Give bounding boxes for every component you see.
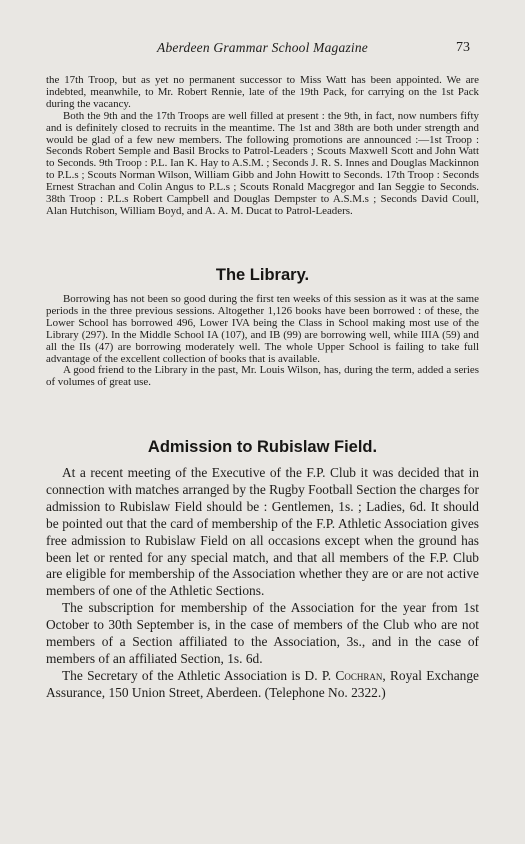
scouts-paragraph-1: the 17th Troop, but as yet no permanent successor to Miss Watt has been appointed. We are indebted, meanwhile, to Mr. Robert Rennie, late of the 19th Pack, for carrying on the 1st Pack during the vacancy. <box>46 74 479 110</box>
library-paragraph-2: A good friend to the Library in the past, Mr. Louis Wilson, has, during the term, added a series of volumes of great use. <box>46 364 479 389</box>
page-number: 73 <box>456 40 470 55</box>
library-section <box>46 294 479 389</box>
rubislaw-heading: Admission to Rubislaw Field. <box>147 438 378 456</box>
rubislaw-paragraph-1: At a recent meeting of the Executive of the F.P. Club it was decided that in connection with matches arranged by the Rugby Football Section the charges for admission to Rubislaw Field should be : Gentlemen, 1s. ; Ladies, 6d. It should be pointed out that the card of membership of the F.P. Athletic Association gives free admission to Rubislaw Field on all occasions except when the ground has been let or rented for any special match, and that all members of the F.P. Club are eligible for membership of the Association whether they are or are not active members of one of the Athletic Sections. <box>46 465 479 599</box>
rubislaw-paragraph-3 <box>46 668 479 702</box>
scouts-section <box>46 75 479 218</box>
secretary-name: Cochran <box>335 667 383 683</box>
secretary-intro: The Secretary of the Athletic Association is D. P. <box>62 667 336 683</box>
scouts-paragraph-2: Both the 9th and the 17th Troops are well filled at present : the 9th, in fact, now numbers fifty and is definitely closed to recruits in the meantime. The 1st and 38th are both under strength and would be glad of a few new members. The following promotions are announced :—1st Troop : Seconds Robert Semple and Basil Brocks to Patrol-Leaders ; Scouts Maxwell Scott and John Watt to Seconds. 9th Troop : P.L. Ian K. Hay to A.S.M. ; Seconds J. R. S. Innes and Douglas Mackinnon to P.L.s ; Scouts Norman Wilson, William Gibb and John Howitt to Seconds. 17th Troop : Seconds Ernest Strachan and Colin Angus to P.L.s ; Scouts Ronald Macgregor and Ian Seggie to Seconds. 38th Troop : P.L.s Robert Campbell and Douglas Dempster to A.S.M.s ; Seconds David Coull, Alan Hutchison, William Boyd, and A. A. M. Ducat to Patrol-Leaders. <box>46 109 479 217</box>
rubislaw-section <box>46 465 479 702</box>
running-title: Aberdeen Grammar School Magazine <box>157 40 368 55</box>
running-head <box>0 40 525 60</box>
library-heading: The Library. <box>215 266 310 284</box>
library-paragraph-1: Borrowing has not been so good during the first ten weeks of this session as it was at the same periods in the three previous sessions. Altogether 1,126 books have been borrowed : of these, the Lower School has borrowed 496, Lower IVA being the Class in School making most use of the Library (297). In the Middle School IA (107), and IB (99) are borrowing well, while IIIA (59) and all the IIs (47) are borrowing moderately well. The whole Upper School is failing to take full advantage of the excellent collection of books that is available. <box>46 293 479 365</box>
secretary-address: , Royal Exchange Assurance, 150 Union Street, Aberdeen. (Telephone No. 2322.) <box>46 667 479 700</box>
rubislaw-paragraph-2: The subscription for membership of the Association for the year from 1st October to 30th September is, in the case of members of the Club who are not members of a Section affiliated to the Association, 3s., and in the case of members of an affiliated Section, 1s. 6d. <box>46 600 479 666</box>
